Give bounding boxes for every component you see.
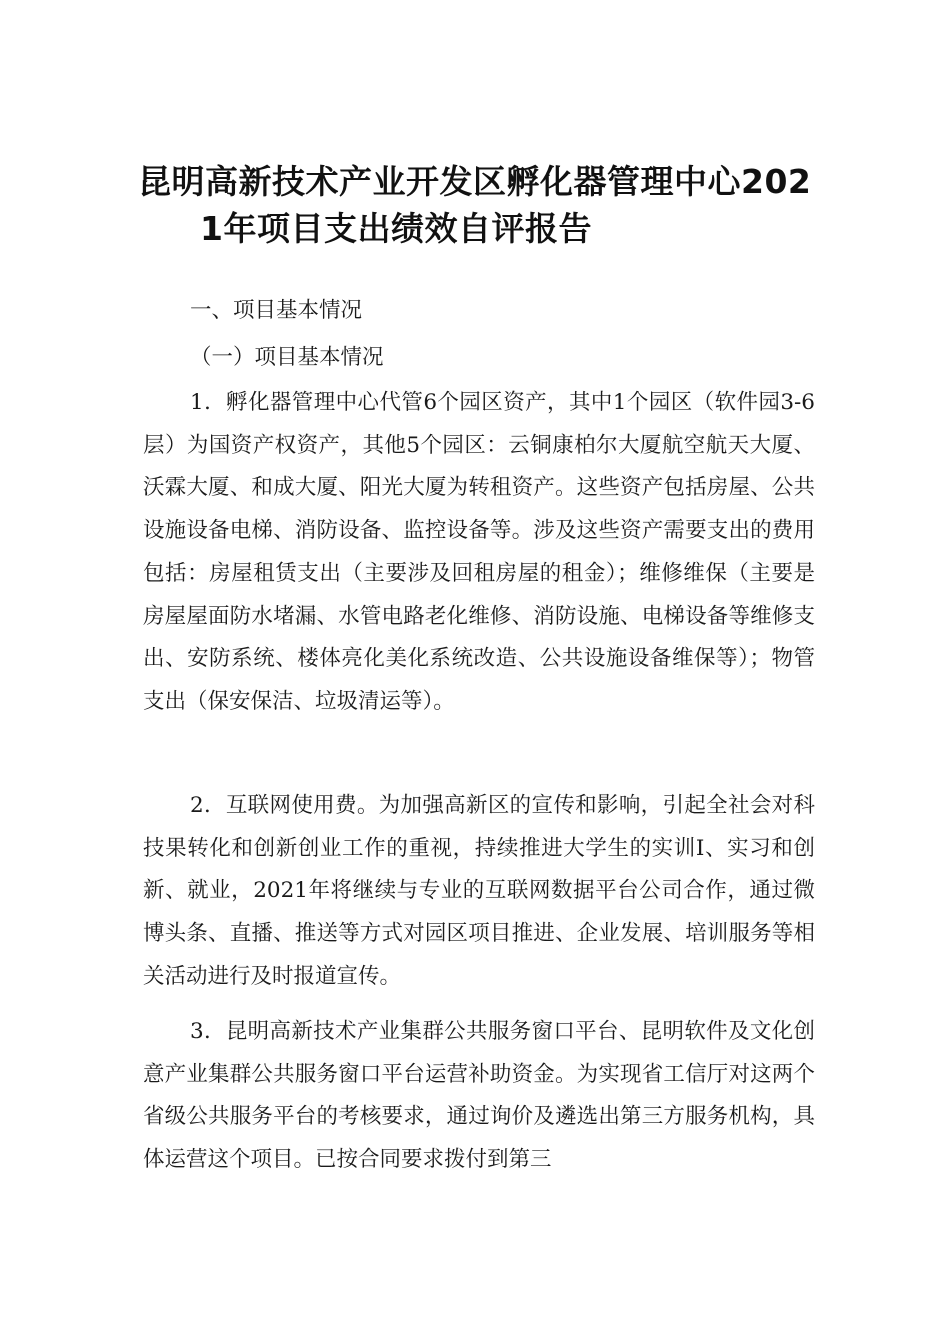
subsection-heading: （一）项目基本情况 xyxy=(190,345,384,370)
document-title xyxy=(138,158,828,252)
paragraph-2: 2．互联网使用费。为加强高新区的宣传和影响，引起全社会对科技果转化和创新创业工作的重视，持续推进大学生的实训I、实习和创新、就业，2021年将继续与专业的互联网数据平台公司合作，通过微博头条、直播、推送等方式对园区项目推进、企业发展、培训服务等相关活动进行及时报道宣传。 xyxy=(143,793,815,989)
title-line-2: 1年项目支出绩效自评报告 xyxy=(200,209,592,248)
title-line-1: 昆明高新技术产业开发区孵化器管理中心202 xyxy=(138,162,812,201)
paragraph-3: 3．昆明高新技术产业集群公共服务窗口平台、昆明软件及文化创意产业集群公共服务窗口平台运营补助资金。为实现省工信厅对这两个省级公共服务平台的考核要求，通过询价及遴选出第三方服务机构，具体运营这个项目。已按合同要求拨付到第三 xyxy=(143,1019,815,1173)
section-heading: 一、项目基本情况 xyxy=(190,298,363,323)
paragraph-1: 1．孵化器管理中心代管6个园区资产，其中1个园区（软件园3-6层）为国资产权资产，其他5个园区：云铜康柏尔大厦航空航天大厦、沃霖大厦、和成大厦、阳光大厦为转租资产。这些资产包括房屋、公共设施设备电梯、消防设备、监控设备等。涉及这些资产需要支出的费用包括：房屋租赁支出（主要涉及回租房屋的租金）；维修维保（主要是房屋屋面防水堵漏、水管电路老化维修、消防设施、电梯设备等维修支出、安防系统、楼体亮化美化系统改造、公共设施设备维保等）；物管支出（保安保洁、垃圾清运等）。 xyxy=(143,390,815,714)
